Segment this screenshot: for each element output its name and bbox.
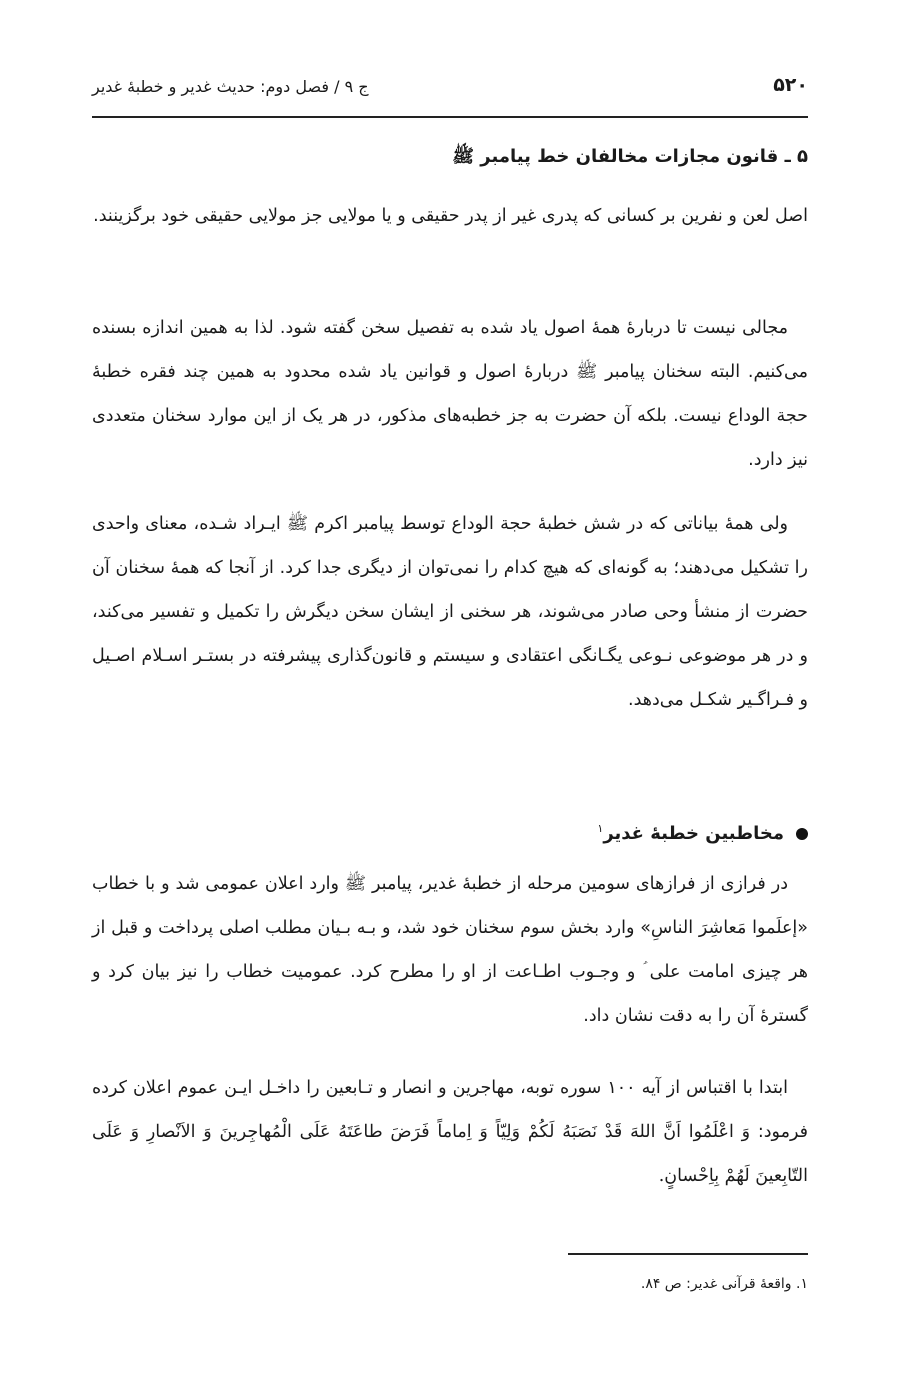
page-number: ۵۲۰: [773, 74, 808, 96]
audience-heading: [597, 822, 808, 844]
footnote: ۱. واقعهٔ قرآنی غدیر: ص ۸۴.: [640, 1276, 808, 1292]
footnote-reference: ۱: [597, 822, 604, 835]
audience-paragraph-1: در فرازی از فرازهای سومین مرحله از خطبهٔ غدیر، پیامبر ﷺ وارد اعلان عمومی شد و با خطاب «إعلَموا مَعاشِرَ الناسِ» وارد بخش سوم سخنان خود شد، و بـه بـیان مطلب اصلی پرداخت و قبل از هر چیزی امامت علی ؑ و وجـوب اطـاعت از او را مطرح کرد. عمومیت خطاب را نیز بیان کرد و گسترهٔ آن را به دقت نشان داد.: [92, 874, 808, 1026]
audience-heading-text: مخاطبین خطبهٔ غدیر: [603, 823, 784, 844]
audience-paragraph-2-intro: ابتدا با اقتباس از آیه ۱۰۰ سوره توبه، مهاجرین و انصار و تـابعین را داخـل ایـن عموم اعلان کرده فرمود:: [92, 1078, 808, 1142]
paragraph-2: ولی همهٔ بیاناتی که در شش خطبهٔ حجة الوداع توسط پیامبر اکرم ﷺ ایـراد شـده، معنای واحدی را تشکیل می‌دهند؛ به گونه‌ای که هیچ کدام را نمی‌توان از دیگری جدا کرد. از آنجا که همهٔ سخنان آن حضرت از منشأ وحی صادر می‌شوند، هر سخنی از ایشان سخن دیگرش را تکمیل و تفسیر می‌کند، و در هر موضوعی نـوعی یگـانگی اعتقادی و سیستم و قانون‌گذاری پیشرفته در بستـر اسـلام اصـیل و فـراگـیر شکـل می‌دهد.: [92, 514, 808, 710]
audience-paragraph-2: [92, 1066, 808, 1198]
bullet-icon: [796, 828, 808, 840]
footnote-rule: [568, 1253, 808, 1255]
page-header: [92, 74, 808, 108]
section-5-text: اصل لعن و نفرین بر کسانی که پدری غیر از پدر حقیقی و یا مولایی جز مولایی حقیقی خود برگزینند.: [93, 206, 808, 226]
paragraph-1: مجالی نیست تا دربارهٔ همهٔ اصول یاد شده به تفصیل سخن گفته شود. لذا به همین اندازه بسنده می‌کنیم. البته سخنان پیامبر ﷺ دربارهٔ اصول و قوانین یاد شده محدود به همین چند فقره خطبهٔ حجة الوداع نیست. بلکه آن حضرت به جز خطبه‌های مذکور، در هر یک از این موارد سخنان متعددی نیز دارد.: [92, 318, 808, 470]
quran-quote: وَ اعْلَمُوا اَنَّ اللهَ قَدْ نَصَبَهُ لَکُمْ وَلِیّاً وَ اِماماً فَرَضَ طاعَتَهُ عَلَی الْمُهاجِرینَ وَ الاَنْصارِ وَ عَلَی التّابِعینَ لَهُمْ بِاِحْسانٍ.: [92, 1122, 808, 1186]
running-title: ج ۹ / فصل دوم: حدیث غدیر و خطبهٔ غدیر: [92, 77, 369, 96]
book-page: [92, 0, 808, 1390]
section-5-heading: ۵ ـ قانون مجازات مخالفان خط پیامبر ﷺ: [452, 146, 808, 167]
header-rule: [92, 116, 808, 118]
